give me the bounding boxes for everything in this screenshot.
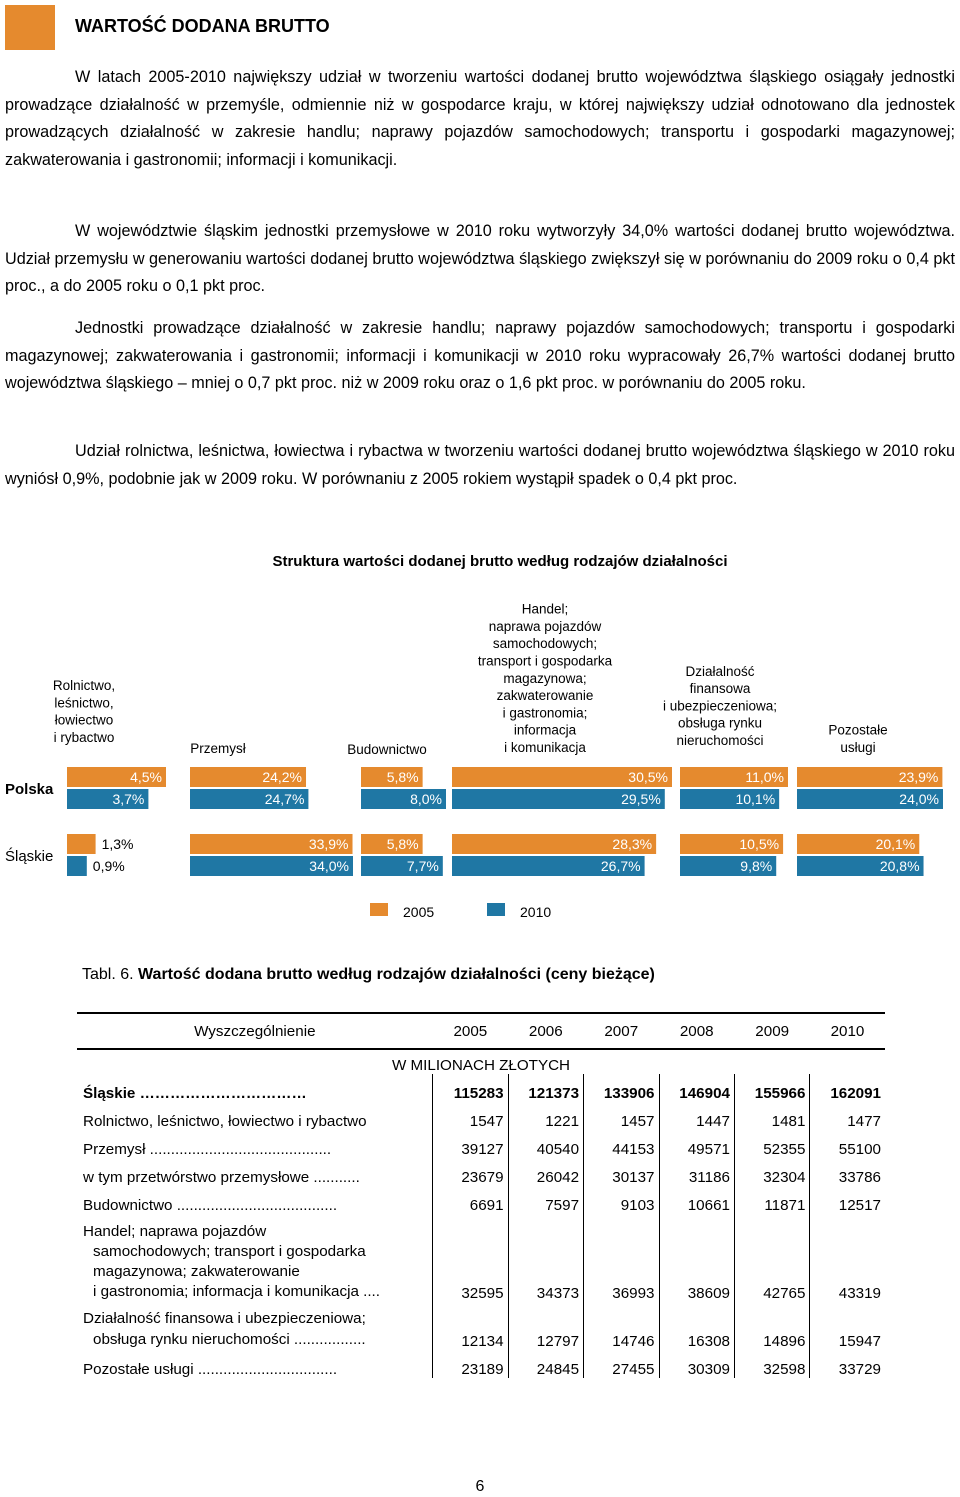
cell-value: 38609	[659, 1214, 734, 1302]
category-label: informacja	[513, 722, 577, 738]
row-label: Rolnictwo, leśnictwo, łowiectwo i rybactwo	[83, 1113, 367, 1130]
row-label: Handel; naprawa pojazdów samochodowych; transport i gospodarka magazynowa; zakwaterowanie i gastronomia; informacja i komunikacja ....	[83, 1223, 380, 1300]
category-label: łowiectwo	[54, 712, 114, 728]
cell-value: 146904	[659, 1074, 734, 1102]
data-label: 11,0%	[745, 769, 784, 785]
cell-value: 14896	[734, 1302, 809, 1350]
data-label: 24,0%	[899, 791, 939, 807]
cell-value: 32598	[734, 1350, 809, 1378]
cell-value: 39127	[433, 1130, 508, 1158]
category-label: samochodowych;	[492, 636, 598, 652]
paragraph-1: W latach 2005-2010 największy udział w tworzeniu wartości dodanej brutto województwa śląskiego osiągały jednostki prowadzące działalność w przemyśle, odmiennie niż w gospodarce kraju, w której największy udział odnotowano dla jednostek prowadzących działalność w zakresie handlu; naprawy pojazdów samochodowych; transportu i gospodarki magazynowej; zakwaterowania i gastronomii; informacji i komunikacji.	[5, 68, 955, 169]
paragraph-2: W województwie śląskim jednostki przemysłowe w 2010 roku wytworzyły 34,0% wartości dodanej brutto województwa. Udział przemysłu w generowaniu wartości dodanej brutto województwa śląskiego zwiększył się w porównaniu do 2009 roku o 0,4 pkt proc., a do 2005 roku o 0,1 pkt proc.	[5, 222, 955, 296]
data-label: 7,7%	[406, 858, 439, 874]
legend-swatch-2005	[370, 903, 388, 916]
cell-value: 49571	[659, 1130, 734, 1158]
cell-value: 10661	[659, 1186, 734, 1214]
category-label: transport i gospodarka	[477, 653, 613, 669]
cell-value: 1447	[659, 1102, 734, 1130]
section-title: WARTOŚĆ DODANA BRUTTO	[75, 16, 330, 36]
column-header-year: 2006	[528, 1022, 563, 1040]
category-label: i ubezpieczeniowa;	[662, 698, 778, 714]
data-label: 8,0%	[410, 791, 442, 807]
table-row	[77, 1130, 885, 1158]
category-label: nieruchomości	[676, 733, 764, 748]
header-accent-square	[5, 5, 55, 50]
cell-value: 32595	[433, 1214, 508, 1302]
cell-value: 33786	[810, 1158, 885, 1186]
cell-value: 1457	[584, 1102, 659, 1130]
category-label: zakwaterowanie	[496, 688, 594, 704]
data-label: 0,9%	[92, 858, 125, 874]
column-header-year: 2009	[755, 1022, 790, 1040]
cell-value: 9103	[584, 1186, 659, 1214]
row-label: Śląskie ……………………………	[83, 1085, 307, 1102]
row-label: Przemysł ...........................................	[83, 1141, 332, 1158]
data-label: 20,8%	[879, 858, 920, 874]
category-label: finansowa	[689, 681, 751, 697]
paragraph-4: Udział rolnictwa, leśnictwa, łowiectwa i rybactwa w tworzeniu wartości dodanej brutto województwa śląskiego w 2010 roku wyniósł 0,9%, podobnie jak w 2009 roku. W porównaniu z 2005 rokiem wystąpił spadek o 0,4 pkt proc.	[5, 442, 955, 488]
cell-value: 23679	[433, 1158, 508, 1186]
cell-value: 6691	[433, 1186, 508, 1214]
cell-value: 12517	[810, 1186, 885, 1214]
cell-value: 23189	[433, 1350, 508, 1378]
cell-value: 26042	[508, 1158, 583, 1186]
cell-value: 15947	[810, 1302, 885, 1350]
table-row	[77, 1350, 885, 1378]
table-row	[77, 1074, 885, 1102]
cell-value: 121373	[508, 1074, 583, 1102]
cell-value: 52355	[734, 1130, 809, 1158]
cell-value: 16308	[659, 1302, 734, 1350]
category-label: usługi	[840, 740, 876, 755]
row-label: Pozostałe usługi .................................	[83, 1361, 338, 1378]
data-label: 26,7%	[600, 858, 641, 874]
cell-value: 12797	[508, 1302, 583, 1350]
column-header-year: 2010	[830, 1022, 865, 1040]
cell-value: 44153	[584, 1130, 659, 1158]
cell-value: 115283	[433, 1074, 508, 1102]
category-label: i komunikacja	[504, 740, 586, 755]
cell-value: 1547	[433, 1102, 508, 1130]
table-header-row	[77, 1013, 885, 1049]
cell-value: 32304	[734, 1158, 809, 1186]
region-label: Śląskie	[5, 848, 54, 865]
cell-value: 11871	[734, 1186, 809, 1214]
data-label: 24,7%	[264, 791, 305, 807]
cell-value: 43319	[810, 1214, 885, 1302]
data-label: 4,5%	[130, 769, 162, 785]
cell-value: 1221	[508, 1102, 583, 1130]
table-row	[77, 1102, 885, 1130]
data-label: 5,8%	[386, 836, 419, 852]
chart-title: Struktura wartości dodanej brutto według rodzajów działalności	[272, 553, 728, 570]
data-label: 3,7%	[112, 791, 145, 807]
value-added-table	[77, 1012, 885, 1378]
category-label: Pozostałe	[828, 722, 888, 738]
unit-row	[77, 1049, 885, 1074]
column-header-year: 2007	[604, 1022, 639, 1040]
table-row	[77, 1158, 885, 1186]
category-label: Handel;	[521, 601, 569, 617]
cell-value: 30309	[659, 1350, 734, 1378]
column-header-year: 2008	[679, 1022, 714, 1040]
cell-value: 40540	[508, 1130, 583, 1158]
cell-value: 1481	[734, 1102, 809, 1130]
data-label: 1,3%	[101, 836, 134, 852]
legend-swatch-2010	[487, 903, 505, 916]
data-label: 28,3%	[612, 836, 653, 852]
page-number: 6	[475, 1478, 485, 1495]
category-label: obsługa rynku	[677, 715, 763, 731]
data-label: 5,8%	[386, 769, 419, 785]
cell-value: 1477	[810, 1102, 885, 1130]
legend-label: 2010	[520, 904, 552, 920]
cell-value: 162091	[810, 1074, 885, 1102]
structure-bar-chart	[0, 590, 960, 935]
data-label: 9,8%	[740, 858, 773, 874]
category-label: leśnictwo,	[54, 695, 114, 711]
unit-label: W MILIONACH ZŁOTYCH	[391, 1057, 571, 1074]
data-label: 29,5%	[621, 791, 661, 807]
bar	[67, 834, 96, 854]
table-row	[77, 1186, 885, 1214]
table-caption: Tabl. 6. Wartość dodana brutto według rodzajów działalności (ceny bieżące)	[82, 966, 655, 983]
row-label: Budownictwo ......................................	[83, 1197, 338, 1214]
data-label: 20,1%	[875, 836, 916, 852]
cell-value: 34373	[508, 1214, 583, 1302]
paragraph-3: Jednostki prowadzące działalność w zakresie handlu; naprawy pojazdów samochodowych; transportu i gospodarki magazynowej; zakwaterowania i gastronomii; informacji i komunikacji w 2010 roku wypracowały 26,7% wartości dodanej brutto województwa śląskiego – mniej o 0,7 pkt proc. niż w 2009 roku oraz o 1,6 pkt proc. w porównaniu do 2005 roku.	[5, 319, 955, 393]
cell-value: 42765	[734, 1214, 809, 1302]
data-label: 34,0%	[309, 858, 349, 874]
cell-value: 31186	[659, 1158, 734, 1186]
cell-value: 30137	[584, 1158, 659, 1186]
table-row	[77, 1302, 885, 1350]
category-label: i gastronomia;	[502, 705, 588, 721]
category-label: Przemysł	[190, 741, 246, 756]
cell-value: 24845	[508, 1350, 583, 1378]
data-label: 24,2%	[262, 769, 303, 785]
data-label: 23,9%	[898, 769, 939, 785]
row-label: Działalność finansowa i ubezpieczeniowa; obsługa rynku nieruchomości .................	[83, 1310, 366, 1348]
cell-value: 133906	[584, 1074, 659, 1102]
cell-value: 14746	[584, 1302, 659, 1350]
data-label: 33,9%	[308, 836, 349, 852]
bar	[67, 856, 87, 876]
table-row	[77, 1214, 885, 1302]
category-label: naprawa pojazdów	[488, 618, 602, 634]
cell-value: 36993	[584, 1214, 659, 1302]
cell-value: 55100	[810, 1130, 885, 1158]
category-label: i rybactwo	[53, 730, 115, 745]
category-label: Działalność	[685, 663, 755, 679]
category-label: Budownictwo	[347, 742, 427, 757]
cell-value: 33729	[810, 1350, 885, 1378]
column-header-label: Wyszczególnienie	[194, 1022, 316, 1040]
category-label: magazynowa;	[503, 670, 587, 686]
cell-value: 27455	[584, 1350, 659, 1378]
data-label: 30,5%	[628, 769, 668, 785]
category-label: Rolnictwo,	[52, 678, 116, 694]
cell-value: 12134	[433, 1302, 508, 1350]
cell-value: 7597	[508, 1186, 583, 1214]
data-label: 10,1%	[735, 791, 776, 807]
row-label: w tym przetwórstwo przemysłowe ...........	[83, 1169, 360, 1186]
column-header-year: 2005	[453, 1022, 488, 1040]
cell-value: 155966	[734, 1074, 809, 1102]
legend-label: 2005	[403, 904, 435, 920]
region-label: Polska	[5, 781, 54, 798]
data-label: 10,5%	[739, 836, 780, 852]
